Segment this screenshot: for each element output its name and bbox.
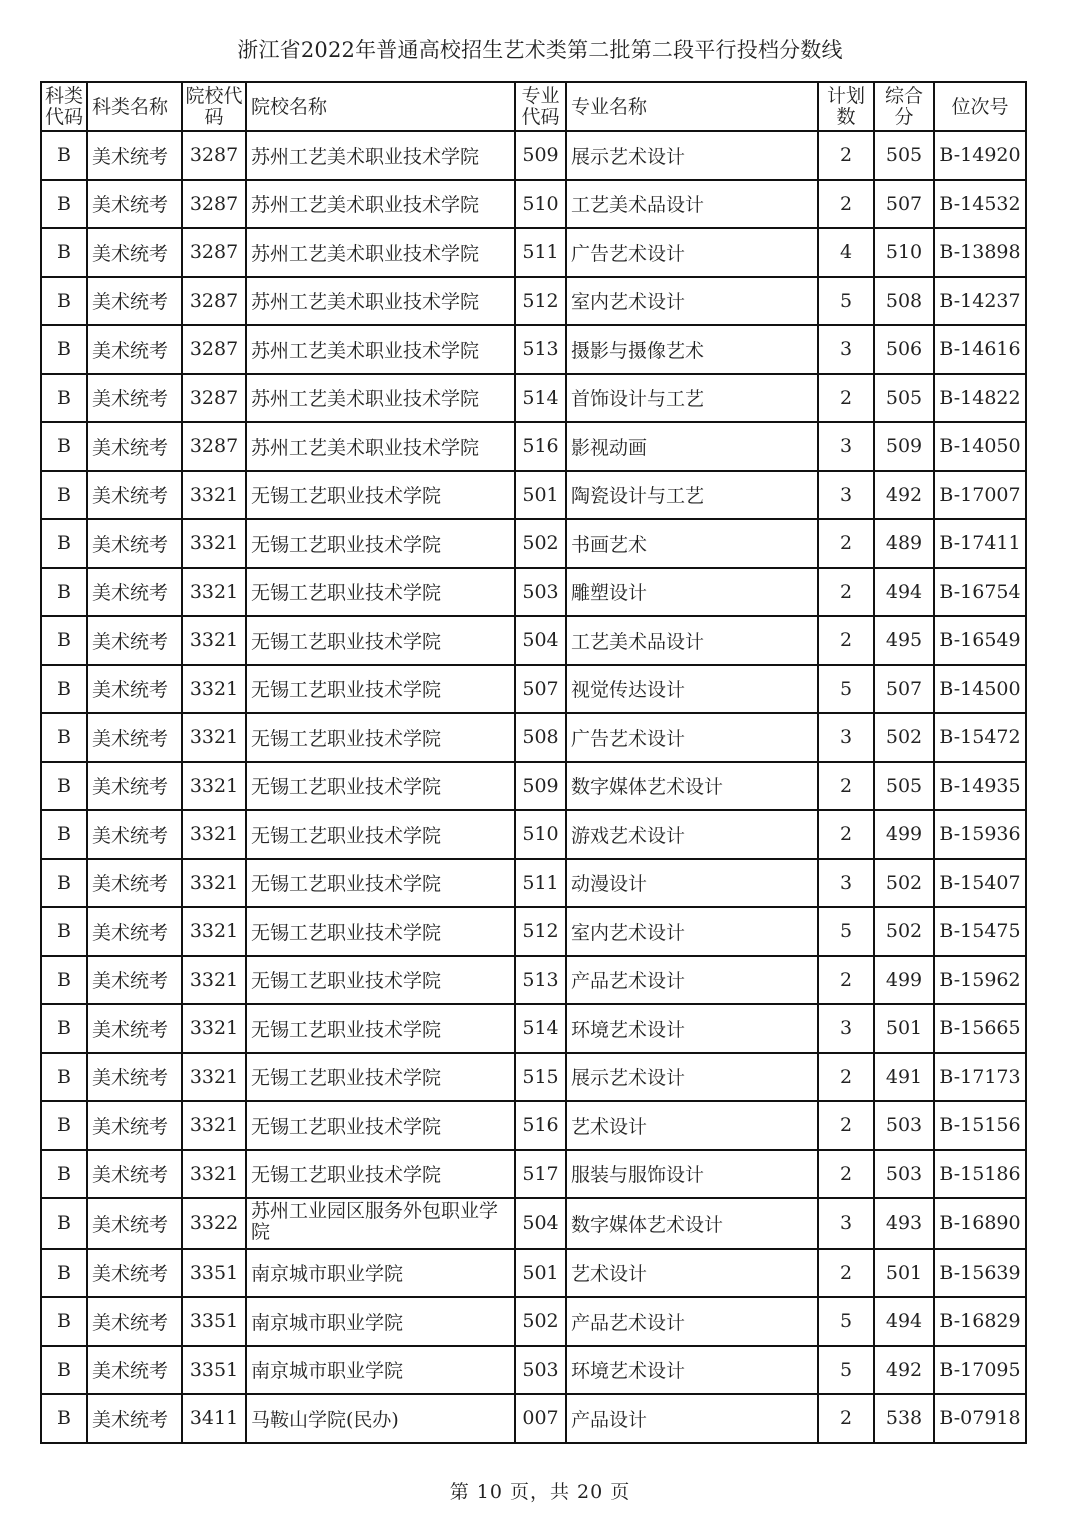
subject-name-cell: 美术统考 <box>87 616 182 665</box>
school-name-cell: 无锡工艺职业技术学院 <box>246 907 515 956</box>
plan-count-cell: 3 <box>818 859 874 908</box>
subject-name-cell: 美术统考 <box>87 1053 182 1102</box>
total-score-cell: 502 <box>874 859 934 908</box>
table-row <box>41 956 1026 1005</box>
rank-cell: B-14935 <box>934 762 1026 811</box>
table-row <box>41 1297 1026 1346</box>
total-score-cell: 505 <box>874 374 934 423</box>
subject-code-cell: B <box>41 1297 87 1346</box>
subject-code-cell: B <box>41 616 87 665</box>
major-code-cell: 510 <box>515 180 566 229</box>
subject-code-cell: B <box>41 131 87 180</box>
school-name-cell: 无锡工艺职业技术学院 <box>246 1053 515 1102</box>
major-name-cell: 视觉传达设计 <box>566 665 818 714</box>
rank-cell: B-15186 <box>934 1150 1026 1199</box>
table-row <box>41 859 1026 908</box>
major-name-cell: 工艺美术品设计 <box>566 616 818 665</box>
school-code-cell: 3321 <box>182 762 246 811</box>
total-score-cell: 492 <box>874 471 934 520</box>
major-code-cell: 516 <box>515 422 566 471</box>
major-name-cell: 广告艺术设计 <box>566 228 818 277</box>
subject-code-cell: B <box>41 1249 87 1298</box>
plan-count-cell: 5 <box>818 1346 874 1395</box>
total-score-cell: 507 <box>874 665 934 714</box>
major-code-cell: 515 <box>515 1053 566 1102</box>
major-code-cell: 503 <box>515 568 566 617</box>
subject-name-cell: 美术统考 <box>87 1249 182 1298</box>
rank-cell: B-17173 <box>934 1053 1026 1102</box>
major-name-cell: 产品艺术设计 <box>566 956 818 1005</box>
table-row <box>41 422 1026 471</box>
table-row <box>41 1249 1026 1298</box>
table-row <box>41 762 1026 811</box>
school-name-cell: 无锡工艺职业技术学院 <box>246 810 515 859</box>
school-name-cell: 马鞍山学院(民办) <box>246 1394 515 1443</box>
rank-cell: B-14500 <box>934 665 1026 714</box>
school-name-cell: 无锡工艺职业技术学院 <box>246 713 515 762</box>
rank-cell: B-14532 <box>934 180 1026 229</box>
school-code-cell: 3322 <box>182 1198 246 1249</box>
subject-code-cell: B <box>41 810 87 859</box>
major-code-cell: 501 <box>515 471 566 520</box>
subject-name-cell: 美术统考 <box>87 131 182 180</box>
rank-cell: B-14616 <box>934 325 1026 374</box>
subject-code-cell: B <box>41 519 87 568</box>
major-code-cell: 514 <box>515 1004 566 1053</box>
total-score-cell: 493 <box>874 1198 934 1249</box>
plan-count-cell: 3 <box>818 325 874 374</box>
school-name-cell: 无锡工艺职业技术学院 <box>246 568 515 617</box>
subject-code-cell: B <box>41 1198 87 1249</box>
table-row <box>41 907 1026 956</box>
school-code-cell: 3321 <box>182 713 246 762</box>
school-name-cell: 苏州工艺美术职业技术学院 <box>246 277 515 326</box>
major-code-cell: 509 <box>515 131 566 180</box>
subject-code-cell: B <box>41 1053 87 1102</box>
major-code-cell: 517 <box>515 1150 566 1199</box>
major-name-cell: 陶瓷设计与工艺 <box>566 471 818 520</box>
subject-name-cell: 美术统考 <box>87 956 182 1005</box>
school-name-cell: 无锡工艺职业技术学院 <box>246 519 515 568</box>
table-row <box>41 228 1026 277</box>
school-code-cell: 3321 <box>182 471 246 520</box>
school-name-cell: 苏州工艺美术职业技术学院 <box>246 325 515 374</box>
header-major-code: 专业代码 <box>515 82 566 131</box>
subject-name-cell: 美术统考 <box>87 859 182 908</box>
rank-cell: B-16890 <box>934 1198 1026 1249</box>
table-row <box>41 665 1026 714</box>
table-row <box>41 131 1026 180</box>
school-name-cell: 苏州工艺美术职业技术学院 <box>246 422 515 471</box>
rank-cell: B-07918 <box>934 1394 1026 1443</box>
school-name-cell: 无锡工艺职业技术学院 <box>246 859 515 908</box>
subject-code-cell: B <box>41 180 87 229</box>
school-code-cell: 3411 <box>182 1394 246 1443</box>
school-name-cell: 南京城市职业学院 <box>246 1346 515 1395</box>
table-row <box>41 1198 1026 1249</box>
subject-code-cell: B <box>41 374 87 423</box>
rank-cell: B-17007 <box>934 471 1026 520</box>
plan-count-cell: 2 <box>818 374 874 423</box>
table-row <box>41 616 1026 665</box>
school-name-cell: 苏州工业园区服务外包职业学院 <box>246 1198 515 1249</box>
major-name-cell: 产品艺术设计 <box>566 1297 818 1346</box>
rank-cell: B-17411 <box>934 519 1026 568</box>
plan-count-cell: 5 <box>818 1297 874 1346</box>
major-name-cell: 数字媒体艺术设计 <box>566 762 818 811</box>
subject-name-cell: 美术统考 <box>87 228 182 277</box>
subject-name-cell: 美术统考 <box>87 277 182 326</box>
total-score-cell: 499 <box>874 956 934 1005</box>
page-footer: 第 10 页，共 20 页 <box>449 1481 631 1503</box>
school-code-cell: 3287 <box>182 374 246 423</box>
table-row <box>41 568 1026 617</box>
score-table <box>40 81 1027 1444</box>
plan-count-cell: 2 <box>818 956 874 1005</box>
subject-code-cell: B <box>41 1004 87 1053</box>
school-name-cell: 无锡工艺职业技术学院 <box>246 471 515 520</box>
subject-code-cell: B <box>41 568 87 617</box>
plan-count-cell: 2 <box>818 1053 874 1102</box>
major-name-cell: 展示艺术设计 <box>566 1053 818 1102</box>
subject-name-cell: 美术统考 <box>87 568 182 617</box>
major-code-cell: 512 <box>515 277 566 326</box>
plan-count-cell: 2 <box>818 1249 874 1298</box>
header-major-name: 专业名称 <box>566 82 818 131</box>
subject-name-cell: 美术统考 <box>87 1004 182 1053</box>
school-name-cell: 苏州工艺美术职业技术学院 <box>246 180 515 229</box>
rank-cell: B-14050 <box>934 422 1026 471</box>
total-score-cell: 495 <box>874 616 934 665</box>
major-name-cell: 产品设计 <box>566 1394 818 1443</box>
major-name-cell: 游戏艺术设计 <box>566 810 818 859</box>
school-name-cell: 无锡工艺职业技术学院 <box>246 1101 515 1150</box>
total-score-cell: 503 <box>874 1101 934 1150</box>
subject-code-cell: B <box>41 1101 87 1150</box>
plan-count-cell: 2 <box>818 1101 874 1150</box>
plan-count-cell: 3 <box>818 1198 874 1249</box>
major-name-cell: 环境艺术设计 <box>566 1004 818 1053</box>
subject-code-cell: B <box>41 228 87 277</box>
plan-count-cell: 3 <box>818 422 874 471</box>
rank-cell: B-16754 <box>934 568 1026 617</box>
school-code-cell: 3321 <box>182 859 246 908</box>
major-name-cell: 艺术设计 <box>566 1249 818 1298</box>
subject-code-cell: B <box>41 422 87 471</box>
school-code-cell: 3321 <box>182 519 246 568</box>
major-name-cell: 广告艺术设计 <box>566 713 818 762</box>
major-name-cell: 室内艺术设计 <box>566 907 818 956</box>
school-code-cell: 3321 <box>182 1101 246 1150</box>
subject-code-cell: B <box>41 762 87 811</box>
table-row <box>41 1004 1026 1053</box>
rank-cell: B-16829 <box>934 1297 1026 1346</box>
table-row <box>41 810 1026 859</box>
school-code-cell: 3321 <box>182 810 246 859</box>
subject-name-cell: 美术统考 <box>87 1297 182 1346</box>
major-name-cell: 工艺美术品设计 <box>566 180 818 229</box>
school-code-cell: 3321 <box>182 1150 246 1199</box>
school-name-cell: 苏州工艺美术职业技术学院 <box>246 131 515 180</box>
plan-count-cell: 2 <box>818 568 874 617</box>
school-code-cell: 3321 <box>182 665 246 714</box>
plan-count-cell: 4 <box>818 228 874 277</box>
rank-cell: B-14237 <box>934 277 1026 326</box>
major-name-cell: 服装与服饰设计 <box>566 1150 818 1199</box>
major-name-cell: 首饰设计与工艺 <box>566 374 818 423</box>
major-code-cell: 509 <box>515 762 566 811</box>
major-name-cell: 展示艺术设计 <box>566 131 818 180</box>
total-score-cell: 508 <box>874 277 934 326</box>
rank-cell: B-15665 <box>934 1004 1026 1053</box>
total-score-cell: 501 <box>874 1249 934 1298</box>
school-name-cell: 无锡工艺职业技术学院 <box>246 1150 515 1199</box>
major-name-cell: 动漫设计 <box>566 859 818 908</box>
table-row <box>41 1053 1026 1102</box>
header-school-name: 院校名称 <box>246 82 515 131</box>
major-code-cell: 511 <box>515 228 566 277</box>
subject-name-cell: 美术统考 <box>87 1394 182 1443</box>
major-name-cell: 影视动画 <box>566 422 818 471</box>
school-code-cell: 3351 <box>182 1249 246 1298</box>
total-score-cell: 501 <box>874 1004 934 1053</box>
school-code-cell: 3287 <box>182 180 246 229</box>
subject-code-cell: B <box>41 859 87 908</box>
header-rank: 位次号 <box>934 82 1026 131</box>
school-code-cell: 3287 <box>182 131 246 180</box>
table-header-row <box>41 82 1026 131</box>
school-code-cell: 3321 <box>182 568 246 617</box>
table-row <box>41 277 1026 326</box>
subject-name-cell: 美术统考 <box>87 1150 182 1199</box>
school-name-cell: 无锡工艺职业技术学院 <box>246 665 515 714</box>
header-plan-count: 计划数 <box>818 82 874 131</box>
total-score-cell: 505 <box>874 762 934 811</box>
major-code-cell: 502 <box>515 519 566 568</box>
document-title: 浙江省2022年普通高校招生艺术类第二批第二段平行投档分数线 <box>237 38 843 62</box>
major-code-cell: 510 <box>515 810 566 859</box>
subject-code-cell: B <box>41 325 87 374</box>
table-body <box>41 131 1026 1443</box>
subject-name-cell: 美术统考 <box>87 907 182 956</box>
header-school-code: 院校代码 <box>182 82 246 131</box>
table-row <box>41 1150 1026 1199</box>
plan-count-cell: 3 <box>818 471 874 520</box>
table-row <box>41 325 1026 374</box>
subject-name-cell: 美术统考 <box>87 713 182 762</box>
total-score-cell: 538 <box>874 1394 934 1443</box>
school-name-cell: 无锡工艺职业技术学院 <box>246 762 515 811</box>
major-code-cell: 007 <box>515 1394 566 1443</box>
table-row <box>41 1101 1026 1150</box>
plan-count-cell: 5 <box>818 907 874 956</box>
plan-count-cell: 2 <box>818 762 874 811</box>
major-code-cell: 502 <box>515 1297 566 1346</box>
total-score-cell: 502 <box>874 713 934 762</box>
major-code-cell: 513 <box>515 956 566 1005</box>
major-name-cell: 艺术设计 <box>566 1101 818 1150</box>
rank-cell: B-16549 <box>934 616 1026 665</box>
total-score-cell: 507 <box>874 180 934 229</box>
school-code-cell: 3321 <box>182 907 246 956</box>
total-score-cell: 505 <box>874 131 934 180</box>
major-name-cell: 书画艺术 <box>566 519 818 568</box>
school-name-cell: 苏州工艺美术职业技术学院 <box>246 374 515 423</box>
school-code-cell: 3321 <box>182 956 246 1005</box>
plan-count-cell: 2 <box>818 519 874 568</box>
rank-cell: B-14822 <box>934 374 1026 423</box>
school-name-cell: 无锡工艺职业技术学院 <box>246 1004 515 1053</box>
major-code-cell: 503 <box>515 1346 566 1395</box>
school-code-cell: 3351 <box>182 1297 246 1346</box>
major-code-cell: 516 <box>515 1101 566 1150</box>
total-score-cell: 492 <box>874 1346 934 1395</box>
subject-name-cell: 美术统考 <box>87 325 182 374</box>
total-score-cell: 499 <box>874 810 934 859</box>
school-name-cell: 无锡工艺职业技术学院 <box>246 956 515 1005</box>
rank-cell: B-15156 <box>934 1101 1026 1150</box>
major-code-cell: 513 <box>515 325 566 374</box>
school-name-cell: 无锡工艺职业技术学院 <box>246 616 515 665</box>
major-code-cell: 504 <box>515 616 566 665</box>
major-name-cell: 室内艺术设计 <box>566 277 818 326</box>
school-code-cell: 3287 <box>182 277 246 326</box>
major-name-cell: 雕塑设计 <box>566 568 818 617</box>
rank-cell: B-15639 <box>934 1249 1026 1298</box>
header-subject-name: 科类名称 <box>87 82 182 131</box>
header-subject-code: 科类代码 <box>41 82 87 131</box>
subject-name-cell: 美术统考 <box>87 374 182 423</box>
table-row <box>41 519 1026 568</box>
school-code-cell: 3287 <box>182 422 246 471</box>
major-code-cell: 501 <box>515 1249 566 1298</box>
school-code-cell: 3321 <box>182 616 246 665</box>
school-name-cell: 南京城市职业学院 <box>246 1249 515 1298</box>
total-score-cell: 494 <box>874 568 934 617</box>
total-score-cell: 494 <box>874 1297 934 1346</box>
plan-count-cell: 5 <box>818 277 874 326</box>
subject-name-cell: 美术统考 <box>87 1101 182 1150</box>
plan-count-cell: 3 <box>818 713 874 762</box>
subject-code-cell: B <box>41 665 87 714</box>
rank-cell: B-15475 <box>934 907 1026 956</box>
total-score-cell: 510 <box>874 228 934 277</box>
plan-count-cell: 5 <box>818 665 874 714</box>
subject-code-cell: B <box>41 907 87 956</box>
rank-cell: B-13898 <box>934 228 1026 277</box>
school-code-cell: 3321 <box>182 1053 246 1102</box>
school-code-cell: 3321 <box>182 1004 246 1053</box>
subject-code-cell: B <box>41 1394 87 1443</box>
subject-code-cell: B <box>41 471 87 520</box>
major-name-cell: 环境艺术设计 <box>566 1346 818 1395</box>
plan-count-cell: 2 <box>818 616 874 665</box>
total-score-cell: 491 <box>874 1053 934 1102</box>
plan-count-cell: 2 <box>818 180 874 229</box>
subject-code-cell: B <box>41 1150 87 1199</box>
rank-cell: B-15936 <box>934 810 1026 859</box>
school-name-cell: 南京城市职业学院 <box>246 1297 515 1346</box>
school-code-cell: 3287 <box>182 325 246 374</box>
school-code-cell: 3351 <box>182 1346 246 1395</box>
plan-count-cell: 2 <box>818 1150 874 1199</box>
subject-name-cell: 美术统考 <box>87 1198 182 1249</box>
subject-name-cell: 美术统考 <box>87 422 182 471</box>
rank-cell: B-17095 <box>934 1346 1026 1395</box>
table-row <box>41 180 1026 229</box>
subject-code-cell: B <box>41 956 87 1005</box>
subject-name-cell: 美术统考 <box>87 810 182 859</box>
rank-cell: B-15472 <box>934 713 1026 762</box>
major-code-cell: 504 <box>515 1198 566 1249</box>
subject-name-cell: 美术统考 <box>87 471 182 520</box>
plan-count-cell: 3 <box>818 1004 874 1053</box>
plan-count-cell: 2 <box>818 131 874 180</box>
total-score-cell: 506 <box>874 325 934 374</box>
major-code-cell: 512 <box>515 907 566 956</box>
rank-cell: B-15962 <box>934 956 1026 1005</box>
rank-cell: B-14920 <box>934 131 1026 180</box>
table-row <box>41 1346 1026 1395</box>
table-row <box>41 471 1026 520</box>
major-name-cell: 数字媒体艺术设计 <box>566 1198 818 1249</box>
table-row <box>41 713 1026 762</box>
rank-cell: B-15407 <box>934 859 1026 908</box>
subject-name-cell: 美术统考 <box>87 762 182 811</box>
subject-name-cell: 美术统考 <box>87 1346 182 1395</box>
major-code-cell: 508 <box>515 713 566 762</box>
subject-name-cell: 美术统考 <box>87 665 182 714</box>
table-row <box>41 374 1026 423</box>
header-total-score: 综合分 <box>874 82 934 131</box>
subject-name-cell: 美术统考 <box>87 180 182 229</box>
school-name-cell: 苏州工艺美术职业技术学院 <box>246 228 515 277</box>
total-score-cell: 509 <box>874 422 934 471</box>
major-code-cell: 507 <box>515 665 566 714</box>
table-row <box>41 1394 1026 1443</box>
major-code-cell: 511 <box>515 859 566 908</box>
subject-code-cell: B <box>41 1346 87 1395</box>
major-name-cell: 摄影与摄像艺术 <box>566 325 818 374</box>
plan-count-cell: 2 <box>818 810 874 859</box>
total-score-cell: 503 <box>874 1150 934 1199</box>
total-score-cell: 502 <box>874 907 934 956</box>
total-score-cell: 489 <box>874 519 934 568</box>
subject-name-cell: 美术统考 <box>87 519 182 568</box>
plan-count-cell: 2 <box>818 1394 874 1443</box>
subject-code-cell: B <box>41 713 87 762</box>
school-code-cell: 3287 <box>182 228 246 277</box>
subject-code-cell: B <box>41 277 87 326</box>
major-code-cell: 514 <box>515 374 566 423</box>
